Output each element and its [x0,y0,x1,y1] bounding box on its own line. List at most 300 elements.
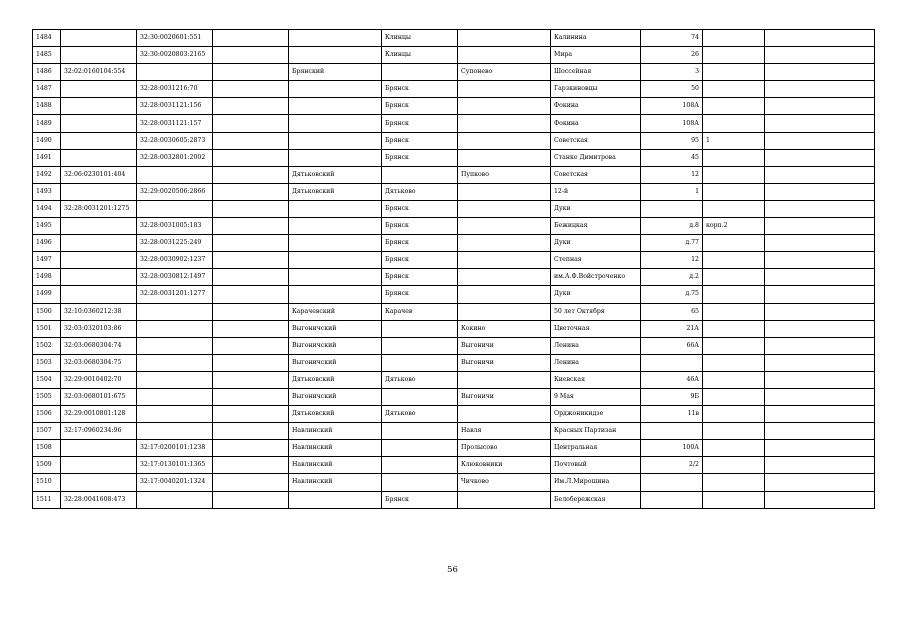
table-cell: Брянск [382,269,458,286]
table-cell: 46А [641,371,703,388]
table-cell: 11в [641,406,703,423]
table-cell: 32:30:0020601:551 [137,30,213,47]
table-cell [703,149,765,166]
table-cell: 1494 [33,200,61,217]
table-cell: Брянск [382,81,458,98]
table-row [33,183,875,200]
table-cell [61,269,137,286]
table-cell: Дуки [551,235,641,252]
table-cell [765,149,875,166]
table-cell [289,132,382,149]
table-cell: Навлинский [289,423,382,440]
table-cell [289,235,382,252]
table-cell: Станке Димитрова [551,149,641,166]
table-cell: 1498 [33,269,61,286]
table-cell [137,371,213,388]
table-cell [213,115,289,132]
table-cell: Навлинский [289,440,382,457]
table-cell [137,388,213,405]
table-cell: 32:17:0960234:96 [61,423,137,440]
table-cell [703,81,765,98]
table-cell: 1485 [33,47,61,64]
table-row [33,406,875,423]
table-cell: 1486 [33,64,61,81]
table-cell: Брянск [382,132,458,149]
table-row [33,491,875,508]
table-cell [765,98,875,115]
table-cell: 21А [641,320,703,337]
table-cell: 32:28:0031201:1275 [61,200,137,217]
table-cell: Брянск [382,252,458,269]
table-cell [765,388,875,405]
table-cell: 32:03:0320103:86 [61,320,137,337]
table-cell [458,183,551,200]
table-row [33,423,875,440]
table-cell: 32:28:0030605:2873 [137,132,213,149]
table-cell [289,218,382,235]
table-cell [703,166,765,183]
table-cell [458,218,551,235]
table-cell [765,303,875,320]
table-cell: Гарзкиновцы [551,81,641,98]
table-cell [61,149,137,166]
table-cell [61,98,137,115]
table-cell [213,98,289,115]
table-cell: Центральная [551,440,641,457]
table-cell [458,81,551,98]
table-cell: 32:28:0031201:1277 [137,286,213,303]
table-cell [61,81,137,98]
table-cell: д.75 [641,286,703,303]
table-cell [765,474,875,491]
table-cell: 65 [641,303,703,320]
table-row [33,354,875,371]
table-cell: Степная [551,252,641,269]
table-cell: Выгоничи [458,354,551,371]
table-cell: Советская [551,132,641,149]
table-cell: Калинина [551,30,641,47]
table-cell: Ленина [551,337,641,354]
table-cell: Мира [551,47,641,64]
table-cell [703,371,765,388]
table-cell: Дуки [551,286,641,303]
table-cell [765,440,875,457]
table-cell [765,64,875,81]
table-cell [213,218,289,235]
table-cell [458,149,551,166]
table-cell: 1509 [33,457,61,474]
table-cell [765,235,875,252]
table-cell: 1487 [33,81,61,98]
table-cell: 32:17:0200101:1238 [137,440,213,457]
table-cell [213,81,289,98]
table-cell [765,423,875,440]
table-cell [61,115,137,132]
table-cell: Советская [551,166,641,183]
table-cell [703,30,765,47]
table-cell [61,457,137,474]
table-cell [382,423,458,440]
table-cell [289,98,382,115]
table-cell [289,30,382,47]
table-cell: Карачев [382,303,458,320]
table-cell [703,423,765,440]
table-cell: 1504 [33,371,61,388]
table-cell [703,406,765,423]
table-cell: 32:17:0130101:1365 [137,457,213,474]
table-cell: Брянск [382,235,458,252]
table-cell [458,235,551,252]
table-cell [641,474,703,491]
table-cell [137,406,213,423]
table-cell: Дятьково [382,406,458,423]
table-row [33,149,875,166]
table-cell [382,166,458,183]
table-cell: 45 [641,149,703,166]
table-cell: 50 [641,81,703,98]
table-cell: 1493 [33,183,61,200]
table-cell [641,354,703,371]
table-cell [213,440,289,457]
table-cell [703,64,765,81]
table-cell: 108А [641,115,703,132]
table-cell [458,303,551,320]
table-row [33,388,875,405]
table-cell: Фокина [551,115,641,132]
table-cell: Им.Л.Мирошина [551,474,641,491]
table-cell: 32:28:0031005:183 [137,218,213,235]
table-cell: Красных Партизан [551,423,641,440]
table-cell: 1488 [33,98,61,115]
table-cell [382,388,458,405]
table-cell [213,64,289,81]
table-cell [703,235,765,252]
table-cell [382,320,458,337]
table-cell [61,218,137,235]
table-cell [289,491,382,508]
table-cell [458,30,551,47]
table-cell: Брянский [289,64,382,81]
table-cell: Ленина [551,354,641,371]
table-cell: Орджоникидзе [551,406,641,423]
table-cell: 1507 [33,423,61,440]
table-cell: 1500 [33,303,61,320]
table-cell [61,30,137,47]
table-cell: 74 [641,30,703,47]
table-cell: 32:06:0230101:404 [61,166,137,183]
table-cell [765,30,875,47]
table-cell: Дятьково [382,371,458,388]
table-cell [61,440,137,457]
table-cell [213,132,289,149]
table-cell: Дятьковский [289,406,382,423]
table-cell: Навлинский [289,474,382,491]
table-cell: 32:28:0031216:70 [137,81,213,98]
table-row [33,440,875,457]
table-cell: 32:28:0032801:2002 [137,149,213,166]
table-cell: 12 [641,252,703,269]
table-cell [703,269,765,286]
table-cell: 32:28:0041608:473 [61,491,137,508]
table-cell: Навлинский [289,457,382,474]
table-cell [382,337,458,354]
table-cell: Бежицкая [551,218,641,235]
table-cell: 32:02:0160104:554 [61,64,137,81]
table-cell [765,337,875,354]
table-cell: Супонево [458,64,551,81]
table-cell: 1497 [33,252,61,269]
page-number: 56 [447,565,458,575]
table-cell: д.8 [641,218,703,235]
table-cell [703,354,765,371]
table-cell: 32:17:0040201:1324 [137,474,213,491]
table-cell [137,303,213,320]
table-cell [61,252,137,269]
table-cell [289,47,382,64]
table-cell [703,252,765,269]
table-cell: Кокино [458,320,551,337]
table-cell: 100А [641,440,703,457]
table-cell: Брянск [382,115,458,132]
table-cell [703,115,765,132]
table-cell: д.77 [641,235,703,252]
table-cell: Дятьковский [289,183,382,200]
table-cell [382,64,458,81]
table-cell [213,200,289,217]
table-cell: 32:03:0680304:74 [61,337,137,354]
table-cell: корп.2 [703,218,765,235]
table-cell: 1484 [33,30,61,47]
table-cell: 1 [703,132,765,149]
table-cell: 32:28:0031121:156 [137,98,213,115]
table-cell [458,115,551,132]
table-cell [289,200,382,217]
table-cell [765,457,875,474]
table-cell [213,303,289,320]
table-cell: 1505 [33,388,61,405]
table-row [33,64,875,81]
table-cell [703,47,765,64]
table-cell [61,183,137,200]
table-cell [765,115,875,132]
table-cell: 1508 [33,440,61,457]
table-cell: 1503 [33,354,61,371]
table-cell [703,337,765,354]
table-cell [213,166,289,183]
table-cell: 32:28:0031121:157 [137,115,213,132]
table-cell: Выгоничский [289,337,382,354]
table-row [33,218,875,235]
table-cell: 1 [641,183,703,200]
table-cell [765,252,875,269]
table-cell: Клинцы [382,47,458,64]
table-cell: 32:03:0680101:675 [61,388,137,405]
table-cell: Киевская [551,371,641,388]
table-row [33,371,875,388]
table-cell [765,218,875,235]
table-row [33,474,875,491]
table-cell [765,81,875,98]
table-cell: Выгоничский [289,388,382,405]
table-cell [458,371,551,388]
table-cell [213,457,289,474]
table-cell [137,423,213,440]
table-cell [213,47,289,64]
table-row [33,30,875,47]
table-cell: Навля [458,423,551,440]
table-cell: им.А.Ф.Войстроченко [551,269,641,286]
table-cell: Брянск [382,98,458,115]
table-cell: Клюковники [458,457,551,474]
table-cell: 1499 [33,286,61,303]
table-cell [61,235,137,252]
table-cell: Пролысово [458,440,551,457]
table-cell [213,30,289,47]
table-cell [703,286,765,303]
table-cell [289,81,382,98]
table-row [33,269,875,286]
table-cell [289,149,382,166]
table-cell [765,491,875,508]
table-cell [213,406,289,423]
table-cell: Дятьковский [289,371,382,388]
table-cell [213,320,289,337]
table-cell [703,491,765,508]
table-cell [137,491,213,508]
table-cell [137,354,213,371]
table-cell [213,354,289,371]
table-cell [61,286,137,303]
table-cell: Брянск [382,149,458,166]
table-cell: Дятьково [382,183,458,200]
table-cell: 50 лет Октября [551,303,641,320]
table-cell [765,286,875,303]
table-cell [765,320,875,337]
table-cell [765,269,875,286]
table-cell: Брянск [382,491,458,508]
table-cell [61,474,137,491]
table-row [33,320,875,337]
table-row [33,337,875,354]
table-cell: 32:28:0030812:1497 [137,269,213,286]
table-cell [137,64,213,81]
table-cell [458,252,551,269]
table-cell [61,132,137,149]
table-cell [213,371,289,388]
table-cell: Клинцы [382,30,458,47]
table-cell [61,47,137,64]
table-cell [382,440,458,457]
table-cell [765,200,875,217]
table-cell [213,252,289,269]
table-cell [289,286,382,303]
table-cell: 1490 [33,132,61,149]
table-cell [458,200,551,217]
table-cell [213,423,289,440]
table-cell: 32:30:0020803:2165 [137,47,213,64]
table-cell: 9 Мая [551,388,641,405]
table-cell [641,491,703,508]
table-row [33,132,875,149]
table-cell: 32:29:0010801:128 [61,406,137,423]
table-cell [765,354,875,371]
table-row [33,98,875,115]
table-cell [703,440,765,457]
table-cell: 2/2 [641,457,703,474]
table-cell: 66А [641,337,703,354]
table-cell [213,235,289,252]
table-cell [213,388,289,405]
table-cell: Пупково [458,166,551,183]
table-cell [458,47,551,64]
table-cell: Белобережская [551,491,641,508]
table-cell [458,406,551,423]
table-cell: 26 [641,47,703,64]
table-cell: 32:10:0360212:38 [61,303,137,320]
table-cell: 1492 [33,166,61,183]
table-cell: Почтовый [551,457,641,474]
table-cell [382,474,458,491]
table-row [33,166,875,183]
table-cell: 1489 [33,115,61,132]
table-cell: Выгоничский [289,354,382,371]
table-cell: 32:03:0680304:75 [61,354,137,371]
table-row [33,303,875,320]
table-cell: 32:29:0010402:70 [61,371,137,388]
table-cell: Чичково [458,474,551,491]
table-cell [213,183,289,200]
table-cell [137,320,213,337]
table-cell: 1506 [33,406,61,423]
table-cell [765,132,875,149]
table-cell [765,166,875,183]
table-cell [765,47,875,64]
table-cell [703,388,765,405]
table-row [33,457,875,474]
table-cell [703,457,765,474]
table-cell: 1491 [33,149,61,166]
table-cell: Выгоничский [289,320,382,337]
table-row [33,81,875,98]
table-cell: Цветочная [551,320,641,337]
table-body [33,30,875,509]
table-cell: 1496 [33,235,61,252]
table-cell [137,337,213,354]
table-cell [382,354,458,371]
table-cell: Карачевский [289,303,382,320]
table-cell [641,423,703,440]
table-cell: 12-й [551,183,641,200]
table-cell [641,200,703,217]
table-cell [703,320,765,337]
table-cell [289,252,382,269]
table-cell: 32:28:0030902:1237 [137,252,213,269]
table-row [33,115,875,132]
table-cell: 12 [641,166,703,183]
table-cell: 9Б [641,388,703,405]
table-cell: д.2 [641,269,703,286]
table-cell: Дуки [551,200,641,217]
table-cell [213,491,289,508]
table-cell: 32:29:0020506:2866 [137,183,213,200]
table-cell: Выгоничи [458,388,551,405]
table-cell: 3 [641,64,703,81]
table-row [33,235,875,252]
table-cell: 1502 [33,337,61,354]
table-cell: 1510 [33,474,61,491]
table-cell [703,98,765,115]
table-cell [458,286,551,303]
